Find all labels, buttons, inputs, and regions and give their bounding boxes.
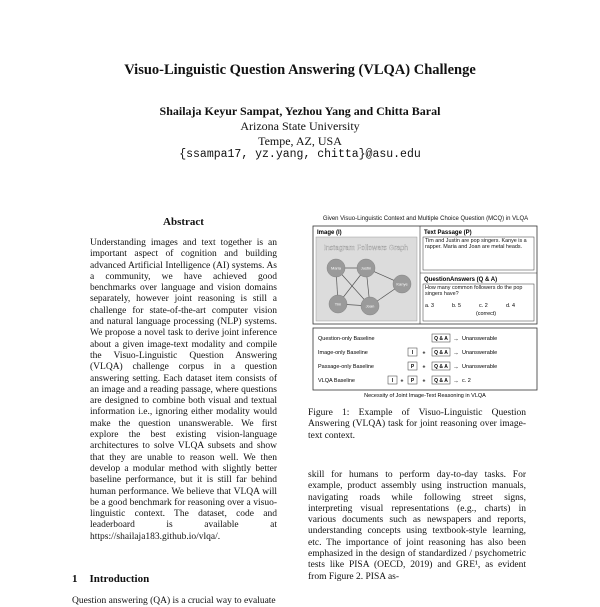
baseline-result: Unanswerable: [462, 350, 498, 356]
passage-label: Text Passage (P): [424, 230, 472, 236]
paper-title: Visuo-Linguistic Question Answering (VLQA) Challenge: [124, 62, 476, 78]
node-label: Tim: [334, 301, 342, 307]
figure-1: [312, 224, 538, 400]
option-c: c. 2: [479, 303, 488, 309]
arrow: →: [453, 350, 459, 357]
node-label: Justin: [360, 265, 372, 271]
plus-sign: +: [400, 378, 404, 385]
plus-sign: +: [422, 350, 426, 357]
node-label: Joan: [365, 303, 375, 309]
qa-label: QuestionAnswers (Q & A): [424, 277, 498, 283]
figure-caption: Figure 1: Example of Visuo-Linguistic Question Answering (VLQA) task for joint reasoning over image-text context.: [308, 408, 526, 441]
arrow: →: [453, 364, 459, 371]
introduction-text: Question answering (QA) is a crucial way to evaluate: [72, 596, 276, 606]
passage-box: P: [410, 364, 415, 370]
baseline-name: Image-only Baseline: [318, 350, 368, 356]
plus-sign: +: [422, 378, 426, 385]
abstract-heading: Abstract: [163, 216, 204, 228]
section-number: 1: [72, 573, 78, 585]
right-column-text: skill for humans to perform day-to-day tasks. For example, product assembly using instruction manuals, navigating roads while following street signs, interpreting visual representations (e.g., charts) in various documents such as newspapers and reports, understanding concepts using textbook-style learning, etc. The importance of joint reasoning has also been emphasized in the design of standardized / psychometric tests like PISA (OECD, 2019) and GRE¹, as evident from Figure 2. PISA as-: [308, 470, 526, 582]
baseline-name: VLQA Baseline: [318, 378, 355, 384]
paper-authors: Shailaja Keyur Sampat, Yezhou Yang and Chitta Baral: [159, 104, 441, 118]
option-b: b. 5: [452, 303, 461, 309]
baseline-name: Question-only Baseline: [318, 336, 375, 342]
baseline-result: Unanswerable: [462, 336, 498, 342]
node-label: Maria: [330, 265, 342, 271]
image-box: I: [411, 350, 414, 356]
graph-title: Instagram Followers Graph: [323, 245, 409, 252]
qa-box: Q & A: [434, 364, 448, 370]
location: Tempe, AZ, USA: [258, 134, 342, 148]
abstract-text: Understanding images and text together is an important aspect of cognition and building advanced Artificial Intelligence (AI) systems. As a community, we have achieved good benchmarks over language and vision domains separately, however joint reasoning is still a challenge for state-of-the-art computer vision and natural language processing (NLP) systems. We propose a novel task to derive joint inference about a given image-text modality and compile the Visuo-Linguistic Question Answering (VLQA) challenge corpus in a question answering setting. Each dataset item consists of an image and a reading passage, where questions are designed to combine both visual and textual information i.e., ignoring either modality would make the question unanswerable. We first explore the best existing vision-language architectures to solve VLQA subsets and show that they are unable to reason well. We then develop a modular method with slightly better baseline performance, but it is still far behind human performance. We believe that VLQA will be a good benchmark for reasoning over a visuo-linguistic context. The dataset, code and leaderboard is available at https://shailaja183.github.io/vlqa/.: [90, 238, 277, 542]
figure-top-caption: Given Visuo-Linguistic Context and Multiple Choice Question (MCQ) in VLQA: [322, 216, 529, 222]
correct-note: (correct): [476, 311, 497, 317]
section-heading-introduction: [72, 573, 149, 585]
qa-box: Q & A: [434, 336, 448, 342]
qa-box: Q & A: [434, 378, 448, 384]
affiliation: Arizona State University: [240, 119, 360, 133]
image-box: I: [391, 378, 394, 384]
option-a: a. 3: [425, 303, 434, 309]
qa-box: Q & A: [434, 350, 448, 356]
image-label: Image (I): [317, 230, 342, 236]
question-text: How many common followers do the pop singers have?: [425, 285, 523, 298]
baseline-result: c. 2: [462, 378, 471, 384]
arrow: →: [453, 378, 459, 385]
section-title: Introduction: [89, 573, 150, 585]
option-d: d. 4: [506, 303, 515, 309]
figure-bottom-caption: Necessity of Joint Image-Text Reasoning in VLQA: [364, 393, 486, 399]
node-label: Kanye: [396, 281, 408, 287]
passage-box: P: [410, 378, 415, 384]
plus-sign: +: [422, 364, 426, 371]
passage-text: Tim and Justin are pop singers. Kanye is a rapper. Maria and Joan are metal heads.: [425, 238, 527, 251]
baseline-result: Unanswerable: [462, 364, 498, 370]
arrow: →: [453, 336, 459, 343]
baseline-name: Passage-only Baseline: [318, 364, 374, 370]
author-emails: {ssampa17, yz.yang, chitta}@asu.edu: [179, 148, 421, 161]
